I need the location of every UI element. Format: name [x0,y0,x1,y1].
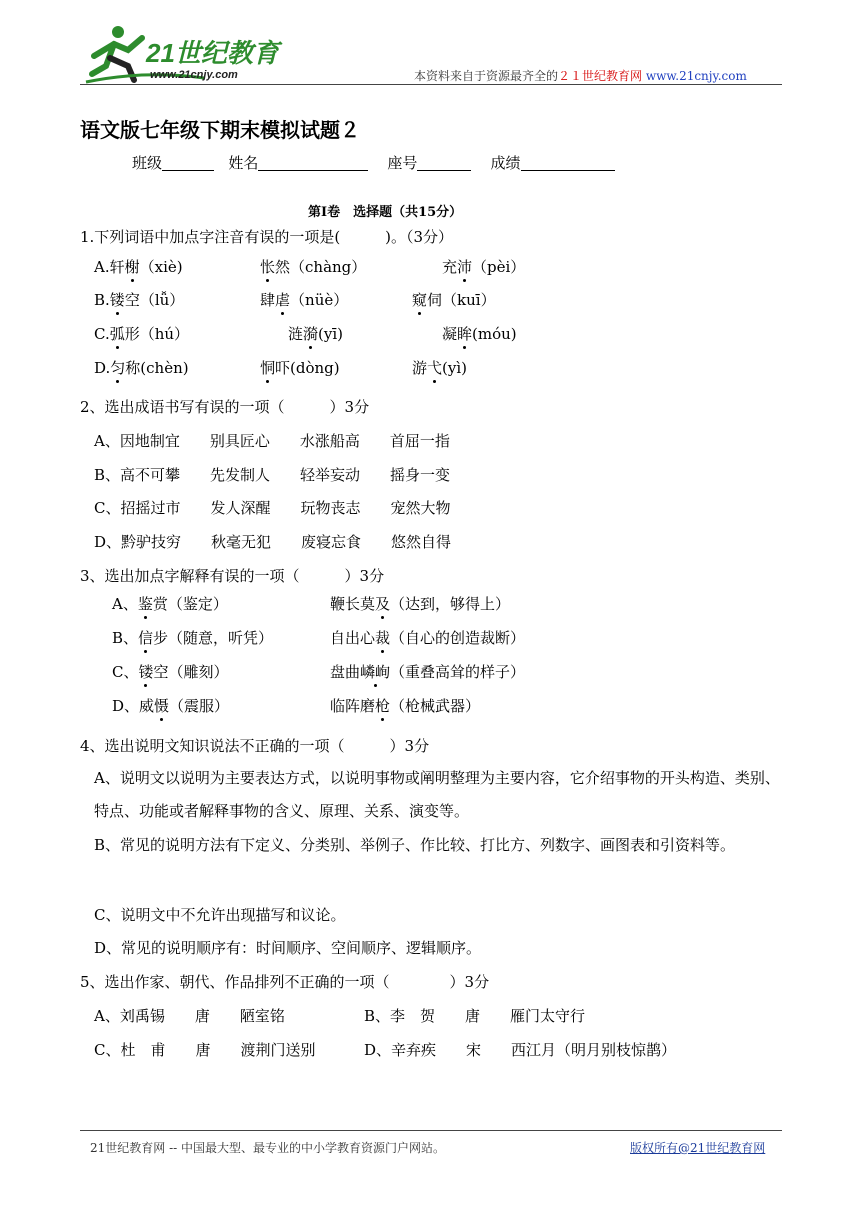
footer-copyright-link[interactable]: 版权所有@21世纪教育网 [630,1141,766,1155]
q1-option-c: C.弧形（hú） [94,325,190,343]
svg-text:21世纪教育: 21世纪教育 [146,38,279,68]
header-note: 本资料来自于资源最齐全的２１世纪教育网 www.21cnjy.com [414,69,747,83]
q3-option-b: B、信步（随意，听凭） [112,629,274,647]
q1-option-a: A.轩榭（xiè) [94,258,183,276]
header-divider [80,84,782,85]
q4-option-d: D、常见的说明顺序有：时间顺序、空间顺序、逻辑顺序。 [94,939,482,957]
score-blank[interactable] [521,154,615,171]
q3-option-d: D、威慑（震服） [112,697,230,715]
footer-divider [80,1130,782,1131]
q1-option-c-2: 涟漪(yī) [288,325,344,343]
q1-option-b: B.镂空（lǚ） [94,291,185,309]
q3-option-c: C、镂空（雕刻） [112,663,229,681]
question-5-stem: 5、选出作家、朝代、作品排列不正确的一项（ ）3分 [80,973,490,991]
svg-text:www.21cnjy.com: www.21cnjy.com [150,69,238,81]
q5-option-a: A、刘禹锡 唐 陋室铭 [94,1007,285,1025]
q2-option-a: A、因地制宜 别具匠心 水涨船高 首屈一指 [94,432,450,450]
q1-option-b-3: 窥伺（kuī） [412,291,496,309]
q2-option-c: C、招摇过市 发人深醒 玩物丧志 宠然大物 [94,499,451,517]
q1-option-c-3: 凝眸(móu) [442,325,517,343]
name-blank[interactable] [258,154,368,171]
q1-option-d-3: 游弋(yì) [412,359,468,377]
q3-option-d-2: 临阵磨枪（枪械武器） [330,697,481,715]
q4-option-c: C、说明文中不允许出现描写和议论。 [94,906,346,924]
q4-option-a: A、说明文以说明为主要表达方式，以说明事物或阐明整理为主要内容，它介绍事物的开头构造、类别、特点、功能或者解释事物的含义、原理、关系、演变等。 [94,769,780,820]
question-1-stem: 1.下列词语中加点字注音有误的一项是( )。（3分） [80,228,454,246]
q5-option-b: B、李 贺 唐 雁门太守行 [364,1007,586,1025]
q5-option-c: C、杜 甫 唐 渡荆门送别 [94,1041,316,1059]
q1-option-d: D.匀称(chèn) [94,359,189,377]
question-2-stem: 2、选出成语书写有误的一项（ ）3分 [80,398,370,416]
student-info-line: 班级 姓名 座号 成绩 [132,152,615,173]
q3-option-b-2: 自出心裁（自心的创造裁断） [330,629,526,647]
question-3-stem: 3、选出加点字解释有误的一项（ ）3分 [80,567,385,585]
section-heading: 第Ⅰ卷 选择题（共15分） [308,205,463,220]
question-4-stem: 4、选出说明文知识说法不正确的一项（ ）3分 [80,737,430,755]
q5-option-d: D、辛弃疾 宋 西江月（明月别枝惊鹊） [364,1041,677,1059]
class-blank[interactable] [162,154,214,171]
q3-option-a-2: 鞭长莫及（达到，够得上） [330,595,511,613]
header-site-link[interactable]: ２１世纪教育网 [558,69,643,83]
footer-text: 21世纪教育网 -- 中国最大型、最专业的中小学教育资源门户网站。 [90,1141,446,1155]
q1-option-a-2: 怅然（chàng） [260,258,367,276]
header-url-link[interactable]: www.21cnjy.com [645,69,747,83]
seat-blank[interactable] [417,154,471,171]
q1-option-d-2: 恫吓(dòng) [260,359,340,377]
q2-option-b: B、高不可攀 先发制人 轻举妄动 摇身一变 [94,466,451,484]
q3-option-c-2: 盘曲嶙峋（重叠高耸的样子） [330,663,526,681]
q3-option-a: A、鉴赏（鉴定） [112,595,228,613]
q1-option-b-2: 肆虐（nüè） [260,291,349,309]
page-title: 语文版七年级下期末模拟试题２ [80,118,360,142]
site-logo [84,22,284,84]
q1-option-a-3: 充沛（pèi） [442,258,526,276]
q4-option-b: B、常见的说明方法有下定义、分类别、举例子、作比较、打比方、列数字、画图表和引资料等。 [94,836,736,854]
q2-option-d: D、黔驴技穷 秋毫无犯 废寝忘食 悠然自得 [94,533,452,551]
